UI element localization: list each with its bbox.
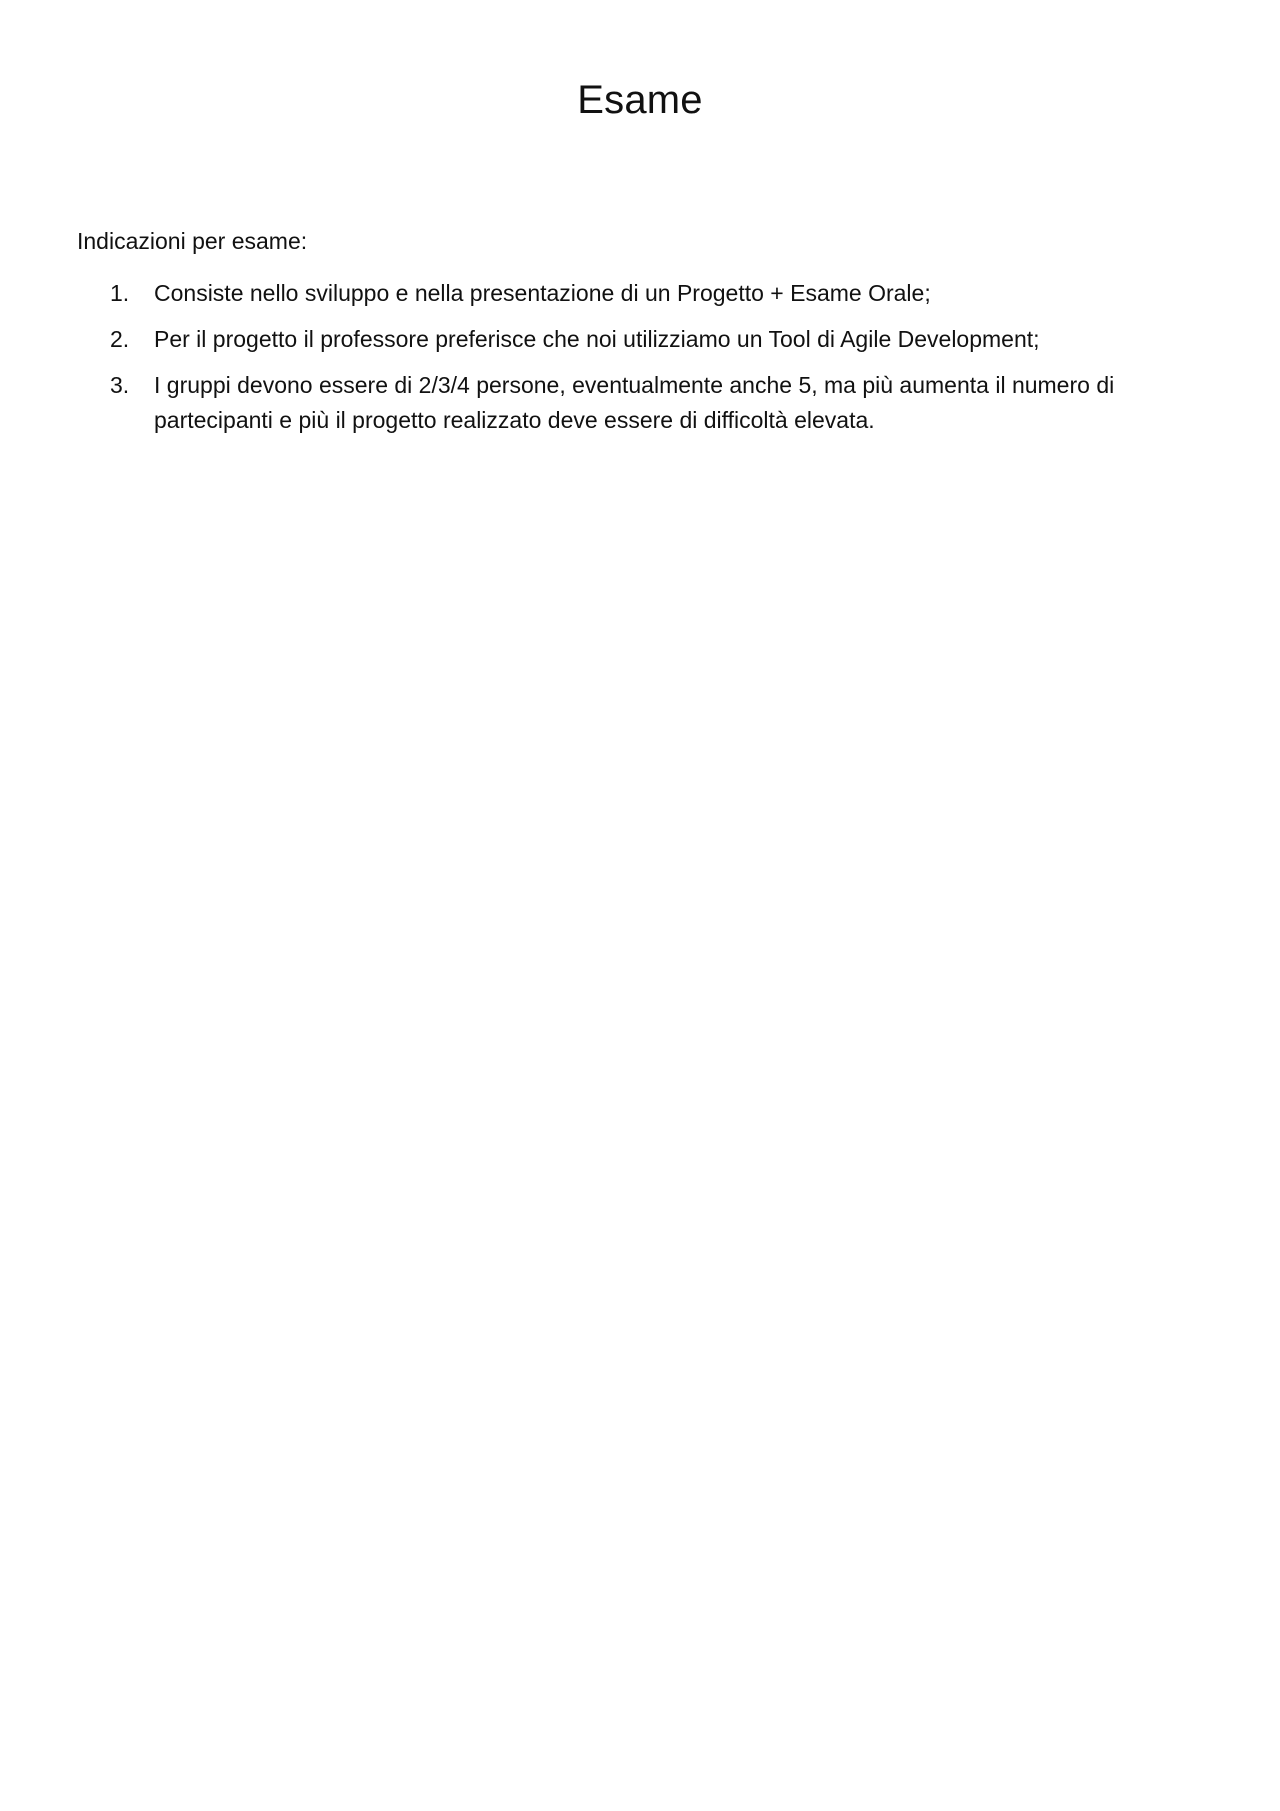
list-item-number: 3. <box>110 372 130 398</box>
list-item <box>110 276 1190 311</box>
list-item-number: 2. <box>110 326 130 352</box>
list-item-text: Per il progetto il professore preferisce che noi utilizziamo un Tool di Agile Development; <box>154 326 1040 352</box>
list-item <box>110 322 1190 357</box>
list-item-text: I gruppi devono essere di 2/3/4 persone, eventualmente anche 5, ma più aumenta il numero di partecipanti e più il progetto realizzato deve essere di difficoltà elevata. <box>154 372 1115 433</box>
list-item-text: Consiste nello sviluppo e nella presentazione di un Progetto + Esame Orale; <box>154 280 931 306</box>
list-item-number: 1. <box>110 280 130 306</box>
intro-text: Indicazioni per esame: <box>77 228 308 254</box>
exam-instructions-list <box>110 276 1190 449</box>
page-title: Esame <box>577 78 703 122</box>
list-item <box>110 368 1190 438</box>
